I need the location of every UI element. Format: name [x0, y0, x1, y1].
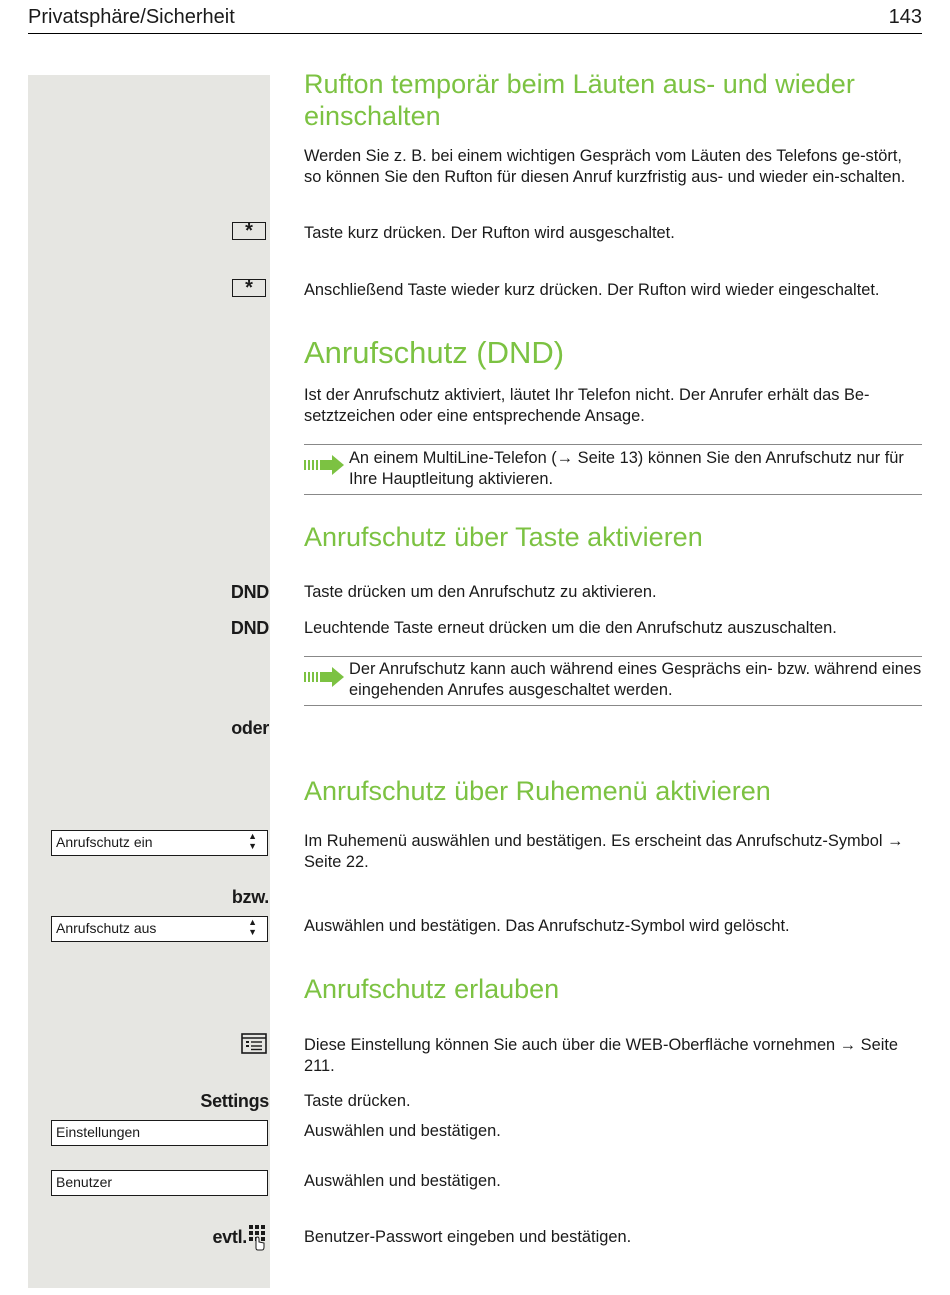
erlauben-menu1-step: Auswählen und bestätigen.: [304, 1122, 501, 1140]
erlauben-web-note: Diese Einstellung können Sie auch über die WEB-Oberfläche vornehmen → Seite 211.: [304, 1036, 899, 1075]
dnd-key-label: DND: [230, 582, 269, 602]
page-header-title: Privatsphäre/Sicherheit: [28, 6, 235, 28]
star-key-icon: *: [232, 279, 266, 297]
updown-arrows-icon: ▲ ▼: [248, 917, 257, 937]
header-divider: [28, 33, 922, 34]
bzw-label: bzw.: [231, 887, 269, 907]
section-title-ruhemenu: Anrufschutz über Ruhemenü aktivieren: [304, 776, 771, 806]
oder-label: oder: [231, 718, 269, 738]
note-divider-top: [304, 444, 922, 445]
menu-item-anrufschutz-ein[interactable]: Anrufschutz ein ▲ ▼: [51, 830, 268, 856]
ruhemenu-step-2: Auswählen und bestätigen. Das Anrufschutz-Symbol wird gelöscht.: [304, 917, 790, 935]
erlauben-settings-step: Taste drücken.: [304, 1092, 411, 1110]
section-title-rufton: Rufton temporär beim Läuten aus- und wieder einschalten: [304, 69, 855, 131]
taste-note: Der Anrufschutz kann auch während eines Gesprächs ein- bzw. während eines eingehenden Anrufes ausgeschaltet werden.: [349, 660, 922, 699]
erlauben-password-step: Benutzer-Passwort eingeben und bestätigen.: [304, 1228, 632, 1246]
note-arrow-icon: [304, 454, 346, 476]
dnd-intro: Ist der Anrufschutz aktiviert, läutet Ihr Telefon nicht. Der Anrufer erhält das Be-setztzeichen oder eine entsprechende Ansage.: [304, 386, 870, 425]
taste-step-2: Leuchtende Taste erneut drücken um die den Anrufschutz auszuschalten.: [304, 619, 837, 637]
section-title-dnd: Anrufschutz (DND): [304, 335, 565, 370]
section-title-taste: Anrufschutz über Taste aktivieren: [304, 522, 703, 552]
dnd-key-label: DND: [230, 618, 269, 638]
note-divider-bottom: [304, 705, 922, 706]
note-arrow-icon: [304, 666, 346, 688]
rufton-step-1: Taste kurz drücken. Der Rufton wird ausgeschaltet.: [304, 224, 675, 242]
page-number: 143: [888, 6, 922, 28]
section-title-erlauben: Anrufschutz erlauben: [304, 974, 560, 1004]
updown-arrows-icon: ▲ ▼: [248, 831, 257, 851]
menu-item-benutzer[interactable]: Benutzer: [51, 1170, 268, 1196]
note-divider-bottom: [304, 494, 922, 495]
settings-key-label: Settings: [200, 1091, 269, 1111]
rufton-intro: Werden Sie z. B. bei einem wichtigen Gespräch vom Läuten des Telefons ge-stört, so können Sie den Rufton für diesen Anruf kurzfristig aus- und wieder ein-schalten.: [304, 147, 906, 186]
web-interface-icon: [241, 1033, 267, 1054]
keypad-icon: [249, 1225, 267, 1251]
note-divider-top: [304, 656, 922, 657]
menu-item-einstellungen[interactable]: Einstellungen: [51, 1120, 268, 1146]
ruhemenu-step-1: Im Ruhemenü auswählen und bestätigen. Es erscheint das Anrufschutz-Symbol → Seite 22.: [304, 832, 904, 871]
evtl-label: evtl.: [212, 1227, 247, 1247]
dnd-note: An einem MultiLine-Telefon (→ Seite 13) können Sie den Anrufschutz nur für Ihre Hauptleitung aktivieren.: [349, 449, 904, 488]
menu-item-anrufschutz-aus[interactable]: Anrufschutz aus ▲ ▼: [51, 916, 268, 942]
erlauben-menu2-step: Auswählen und bestätigen.: [304, 1172, 501, 1190]
star-key-icon: *: [232, 222, 266, 240]
rufton-step-2: Anschließend Taste wieder kurz drücken. Der Rufton wird wieder eingeschaltet.: [304, 281, 880, 299]
taste-step-1: Taste drücken um den Anrufschutz zu aktivieren.: [304, 583, 657, 601]
